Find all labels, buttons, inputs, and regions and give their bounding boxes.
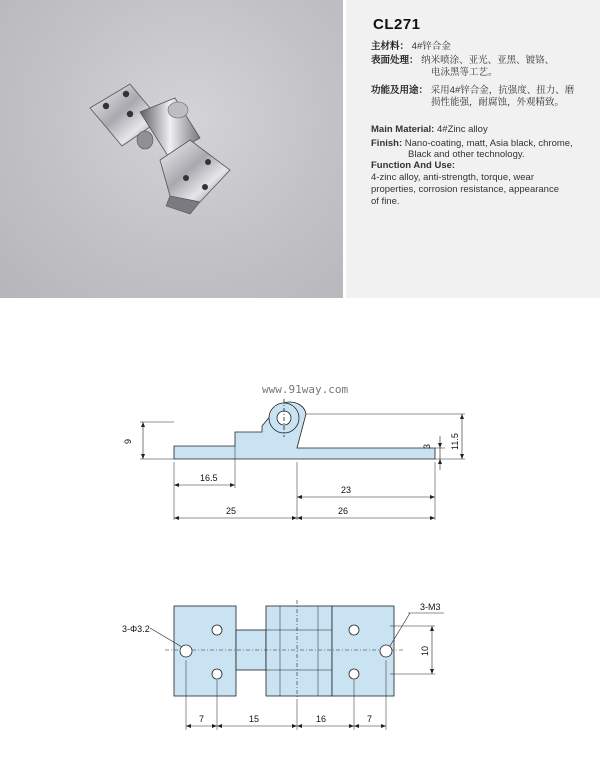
dim-10: 10: [420, 645, 430, 656]
dim-7-left: 7: [199, 714, 205, 724]
zh-material-value: 4#锌合金: [411, 41, 451, 52]
side-profile-shape: [174, 402, 435, 459]
hole-left-top: [212, 625, 222, 635]
en-finish-line1: Nano-coating, matt, Asia black, chrome,: [404, 138, 573, 149]
hole-right-center: [380, 645, 392, 657]
en-use-line1: 4-zinc alloy, anti-strength, torque, wear: [371, 172, 534, 183]
zh-use-line1: 采用4#锌合金，抗强度、扭力、磨: [430, 85, 575, 96]
dim-25: 25: [226, 506, 237, 516]
hole-left-bottom: [212, 669, 222, 679]
dim-9: 9: [123, 438, 133, 444]
zh-material-label: 主材料：: [371, 41, 410, 52]
dim-23: 23: [341, 485, 352, 495]
en-use-label: Function And Use:: [371, 160, 456, 171]
en-use-line3: of fine.: [371, 196, 400, 207]
thread-callout: 3-M3: [420, 602, 441, 612]
zh-use-label: 功能及用途：: [371, 85, 429, 96]
zh-finish-label: 表面处理：: [371, 55, 419, 66]
dim-11-5: 11.5: [450, 433, 460, 450]
zh-finish-line1: 纳米喷涂、亚光、亚黑、镀铬、: [421, 55, 555, 66]
top-view: [150, 600, 444, 730]
watermark-text: www.91way.com: [262, 383, 349, 396]
center-knuckle: [266, 606, 332, 696]
en-use-line2: properties, corrosion resistance, appearance: [371, 184, 559, 195]
dim-16-5: 16.5: [200, 473, 218, 483]
dim-15: 15: [249, 714, 260, 724]
side-view: [140, 399, 465, 520]
en-finish-label: Finish:: [371, 138, 403, 149]
zh-finish-line2: 电泳黑等工艺。: [431, 67, 498, 78]
dim-26: 26: [338, 506, 349, 516]
zh-use-line2: 损性能强，耐腐蚀，外观精致。: [431, 97, 565, 108]
en-material-label: Main Material:: [371, 124, 435, 135]
en-finish-line2: Black and other technology.: [408, 149, 525, 160]
hole-right-bottom: [349, 669, 359, 679]
hole-callout: 3-Φ3.2: [122, 624, 150, 634]
en-material-value: 4#Zinc alloy: [437, 124, 488, 135]
dim-16: 16: [316, 714, 327, 724]
hole-right-top: [349, 625, 359, 635]
dim-7-right: 7: [367, 714, 373, 724]
dim-3: 3: [422, 443, 432, 449]
model-number: CL271: [373, 16, 421, 33]
